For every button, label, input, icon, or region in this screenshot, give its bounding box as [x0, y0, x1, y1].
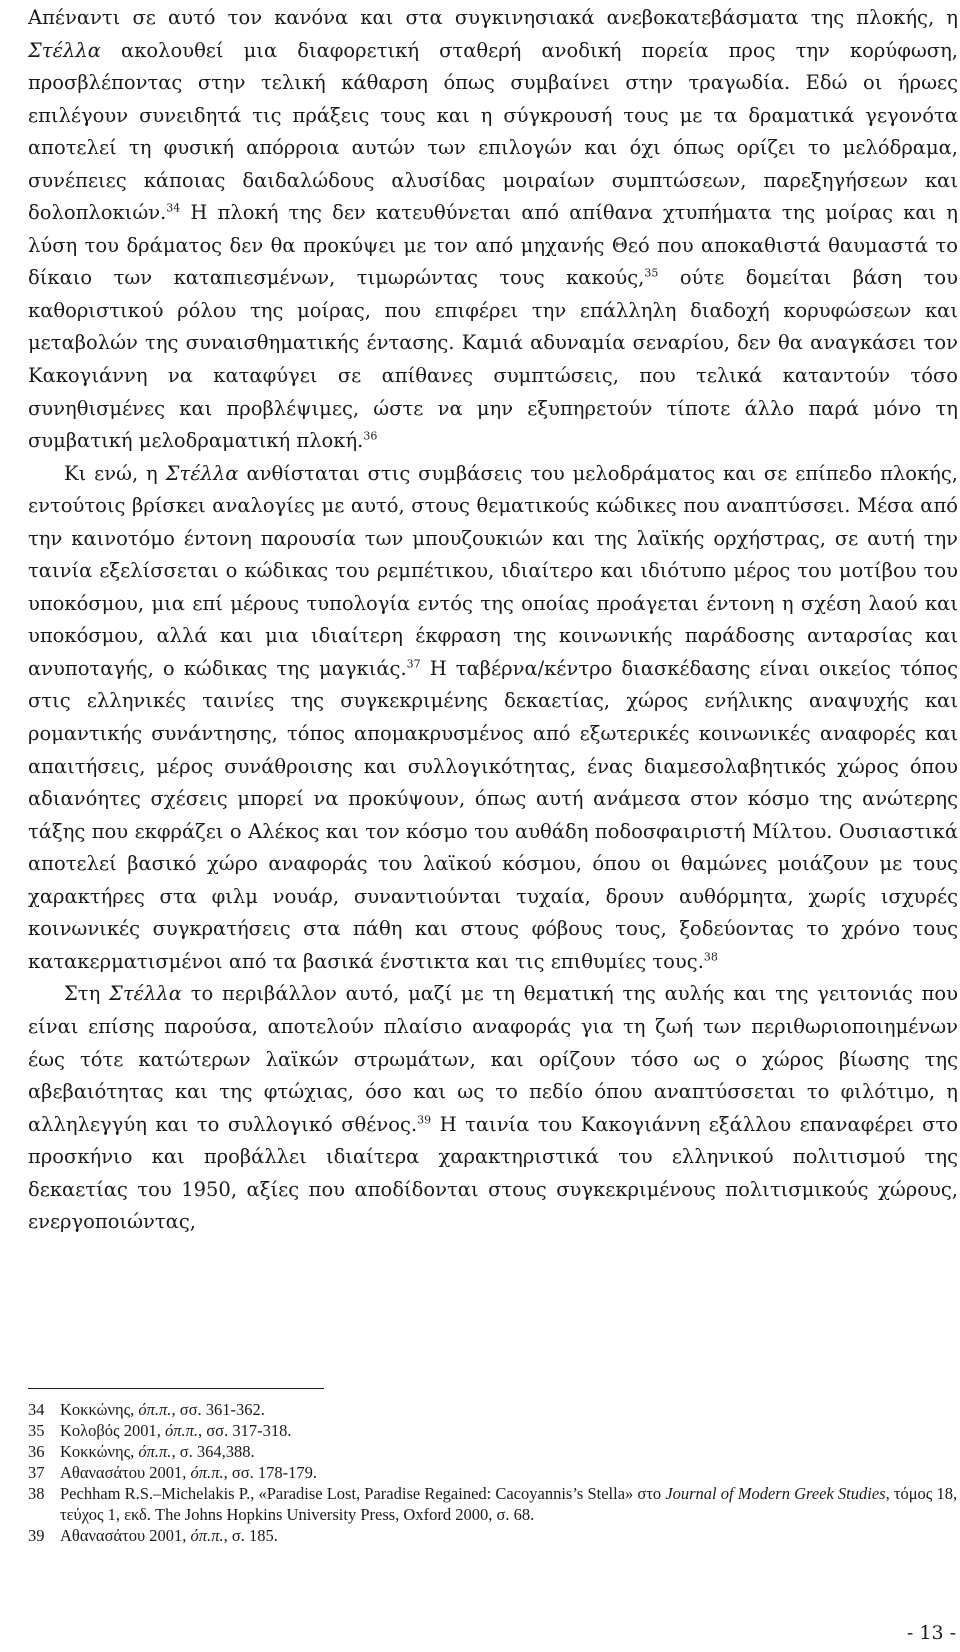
text-run: Αθανασάτου 2001,	[60, 1526, 191, 1545]
footnote-number: 36	[28, 1442, 45, 1461]
footnote-34	[28, 1399, 958, 1420]
document-page	[28, 0, 958, 1652]
text-run: , τόμος 18, τεύχος 1, εκδ. The Johns Hopkins University Press, Oxford 2000, σ. 68.	[60, 1484, 958, 1524]
body-text	[28, 2, 958, 1239]
footnote-reference: 37	[406, 657, 421, 671]
text-run: Αθανασάτου 2001,	[60, 1463, 191, 1482]
text-run: Κοκκώνης,	[60, 1400, 139, 1419]
text-run: , σ. 364,388.	[171, 1442, 255, 1461]
italic-text: όπ.π.	[138, 1442, 172, 1461]
text-run: , σσ. 178-179.	[223, 1463, 318, 1482]
text-run: ανθίσταται στις συμβάσεις του μελοδράματος και σε επίπεδο πλοκής, εντούτοις βρίσκει αναλογίες με αυτό, στους θεματικούς κώδικες που αναπτύσσει. Μέσα από την καινοτόμο έντονη παρουσία των μπουζουκιών και της λαϊκής ορχήστρας, σε αυτή την ταινία εξελίσσεται ο κώδικας του ρεμπέτικου, ιδιαίτερο και ιδιότυπο μέρος του μοτίβου του υποκόσμου, μια επί μέρους τυπολογία εντός της οποίας προάγεται έντονη η σχέση λαού και υποκόσμου, αλλά και μια ιδιαίτερη έκφραση της κοινωνικής παράδοσης ανταρσίας και ανυποταγής, ο κώδικας της μαγκιάς.	[28, 461, 958, 680]
italic-text: όπ.π.	[190, 1463, 224, 1482]
footnote-text	[60, 1483, 958, 1525]
text-run: , σ. 185.	[223, 1526, 278, 1545]
footnote-reference: 39	[417, 1113, 432, 1127]
italic-text: όπ.π.	[164, 1421, 199, 1440]
footnote-text	[60, 1525, 958, 1546]
footnote-text	[60, 1420, 958, 1441]
footnote-reference: 38	[703, 950, 718, 964]
footnote-number: 34	[28, 1400, 45, 1419]
text-run: Η ταβέρνα/κέντρο διασκέδασης είναι οικείος τόπος στις ελληνικές ταινίες της συγκεκριμένης δεκαετίας, χώρος ενήλικης αναψυχής και ρομαντικής συνάντησης, τόπος απομακρυσμένος από εξωτερικές κοινωνικές αναφορές και απαιτήσεις, μέρος συνάθροισης και συλλογικότητας, ένας διαμεσολαβητικός χώρος όπου αδιανόητες σχέσεις μπορεί να προκύψουν, όπως αυτή ανάμεσα στον κόσμο της ανώτερης τάξης που εκφράζει ο Αλέκος και τον κόσμο του αυθάδη ποδοσφαιριστή Μίλτου. Ουσιαστικά αποτελεί βασικό χώρο αναφοράς του λαϊκού κόσμου, όπου οι θαμώνες μοιάζουν με τους χαρακτήρες στα φιλμ νουάρ, συναντιούνται τυχαία, δρουν αυθόρμητα, χωρίς ισχυρές κοινωνικές συγκρατήσεις στα πάθη και στους φόβους τους, ξοδεύοντας το χρόνο τους κατακερματισμένοι από τα βασικά ένστικτα και τις επιθυμίες τους.	[28, 656, 958, 973]
text-run: Η ταινία του Κακογιάννη εξάλλου επαναφέρει στο προσκήνιο και προβάλλει ιδιαίτερα χαρακτηριστικά του ελληνικού πολιτισμού της δεκαετίας του 1950, αξίες που αποδίδονται στους συγκεκριμένους πολιτισμικούς χώρους, ενεργοποιώντας,	[28, 1112, 958, 1234]
footnote-38	[28, 1483, 958, 1525]
footnote-39	[28, 1525, 958, 1546]
text-run: , σσ. 317-318.	[198, 1421, 292, 1440]
text-run: , σσ. 361-362.	[171, 1400, 265, 1419]
text-run: Στη	[64, 982, 110, 1006]
text-run: Pechham R.S.–Michelakis P., «Paradise Lost, Paradise Regained: Cacoyannis’s Stella» στο	[60, 1484, 666, 1503]
text-run: Απέναντι σε αυτό τον κανόνα και στα συγκινησιακά ανεβοκατεβάσματα της πλοκής, η	[28, 6, 958, 29]
italic-text: Journal of Modern Greek Studies	[665, 1484, 886, 1503]
footnote-reference: 35	[644, 266, 659, 280]
text-run: Κοκκώνης,	[60, 1442, 139, 1461]
footnote-number: 37	[28, 1463, 45, 1482]
text-run: Η πλοκή της δεν κατευθύνεται από απίθανα χτυπήματα της μοίρας και η λύση του δράματος δεν θα προκύψει με τον από μηχανής Θεό που αποκαθιστά θαυμαστά το δίκαιο των καταπιεσμένων, τιμωρώντας τους κακούς,	[28, 201, 958, 290]
italic-text: Στέλλα	[28, 38, 101, 62]
text-run: Κολοβός 2001,	[60, 1421, 165, 1440]
italic-text: Στέλλα	[165, 461, 239, 485]
footnote-number: 39	[28, 1526, 45, 1545]
footnote-reference: 36	[363, 429, 378, 443]
paragraph-1	[28, 2, 958, 458]
italic-text: Στέλλα	[109, 982, 182, 1006]
text-run: Κι ενώ, η	[64, 461, 166, 485]
footnote-separator	[28, 1388, 324, 1389]
footnote-text	[60, 1462, 958, 1483]
footnote-37	[28, 1462, 958, 1483]
footnote-number: 38	[28, 1484, 45, 1503]
paragraph-2	[28, 458, 958, 979]
footnotes	[28, 1399, 958, 1546]
footnote-36	[28, 1441, 958, 1462]
page-number: - 13 -	[906, 1622, 956, 1644]
italic-text: όπ.π.	[138, 1400, 172, 1419]
text-run: ούτε δομείται βάση του καθοριστικού ρόλου της μοίρας, που επιφέρει την επάλληλη διαδοχή κορυφώσεων και μεταβολών της συναισθηματικής έντασης. Καμιά αδυναμία σεναρίου, δεν θα αναγκάσει τον Κακογιάννη να καταφύγει σε απίθανες συμπτώσεις, που τελικά καταντούν τόσο συνηθισμένες και προβλέψιμες, ώστε να μην εξυπηρετούν τίποτε άλλο παρά μόνο τη συμβατική μελοδραματική πλοκή.	[28, 266, 958, 453]
text-run: ακολουθεί μια διαφορετική σταθερή ανοδική πορεία προς την κορύφωση, προσβλέποντας στην τελική κάθαρση όπως συμβαίνει στην τραγωδία. Εδώ οι ήρωες επιλέγουν συνειδητά τις πράξεις τους και η σύγκρουσή τους με τα δραματικά γεγονότα αποτελεί τη φυσική απόρροια αυτών των επιλογών και όχι όπως ορίζει το μελόδραμα, συνέπειες κάποιας δαιδαλώδους αλυσίδας μοιραίων συμπτώσεων, παρεξηγήσεων και δολοπλοκιών.	[28, 38, 958, 225]
footnote-reference: 34	[166, 201, 181, 215]
footnote-35	[28, 1420, 958, 1441]
text-run: το περιβάλλον αυτό, μαζί με τη θεματική της αυλής και της γειτονιάς που είναι επίσης παρούσα, αποτελούν πλαίσιο αναφοράς για τη ζωή των περιθωριοποιημένων έως τότε κατώτερων λαϊκών στρωμάτων, και ορίζουν τόσο ως ο χώρος βίωσης της αβεβαιότητας και της φτώχιας, όσο και ως το πεδίο όπου αναπτύσσεται το φιλότιμο, η αλληλεγγύη και το συλλογικό σθένος.	[28, 982, 958, 1136]
footnote-text	[60, 1399, 958, 1420]
paragraph-3	[28, 978, 958, 1238]
footnote-text	[60, 1441, 958, 1462]
footnote-number: 35	[28, 1421, 45, 1440]
italic-text: όπ.π.	[190, 1526, 224, 1545]
